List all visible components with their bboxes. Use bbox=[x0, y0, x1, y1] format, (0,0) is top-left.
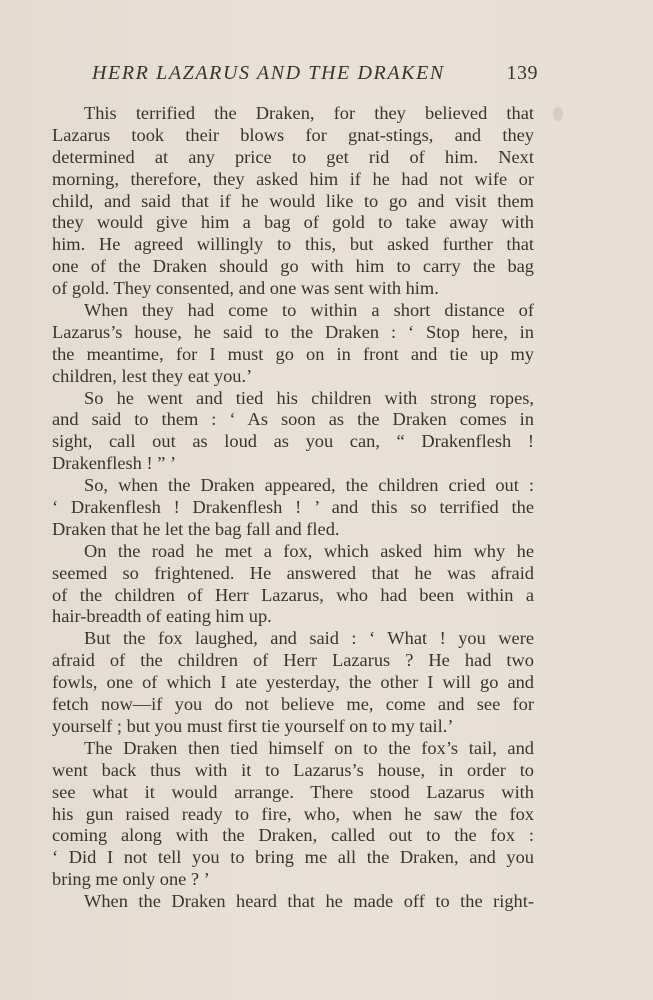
text-line: children, lest they eat you.’ bbox=[52, 365, 253, 386]
text-line: Lazarus’s house, he said to the Draken : ‘ Stop here, in bbox=[52, 321, 534, 342]
text-line: So he went and tied his children with strong ropes, bbox=[84, 387, 534, 408]
text-line: they would give him a bag of gold to take away with bbox=[52, 212, 534, 233]
text-line: Drakenflesh ! ” ’ bbox=[52, 453, 177, 474]
text-line: ‘ Drakenflesh ! Drakenflesh ! ’ and this so terrified the bbox=[52, 497, 534, 518]
text-line: and said to them : ‘ As soon as the Draken comes in bbox=[52, 409, 534, 430]
text-line: the meantime, for I must go on in front and tie up my bbox=[52, 343, 534, 364]
text-line: yourself ; but you must first tie yourself on to my tail.’ bbox=[52, 715, 454, 736]
text-line: child, and said that if he would like to go and visit them bbox=[52, 190, 534, 211]
text-line: The Draken then tied himself on to the fox’s tail, and bbox=[84, 737, 534, 758]
text-line: So, when the Draken appeared, the children cried out : bbox=[84, 475, 534, 496]
page-number: 139 bbox=[506, 62, 538, 84]
text-line: But the fox laughed, and said : ‘ What ! you were bbox=[84, 628, 534, 649]
text-line: When they had come to within a short distance of bbox=[84, 300, 534, 321]
text-line: coming along with the Draken, called out to the fox : bbox=[52, 825, 534, 846]
body-text bbox=[52, 103, 534, 913]
text-line: This terrified the Draken, for they believed that bbox=[84, 103, 534, 123]
text-line: Lazarus took their blows for gnat-stings, and they bbox=[52, 124, 534, 145]
text-line: afraid of the children of Herr Lazarus ? He had two bbox=[52, 650, 534, 671]
text-line: determined at any price to get rid of him. Next bbox=[52, 146, 534, 167]
text-line: hair-breadth of eating him up. bbox=[52, 606, 272, 627]
ink-smudge bbox=[553, 107, 563, 121]
text-line: fetch now—if you do not believe me, come and see for bbox=[52, 694, 534, 715]
text-line: his gun raised ready to fire, who, when he saw the fox bbox=[52, 803, 534, 824]
text-line: On the road he met a fox, which asked him why he bbox=[84, 540, 534, 561]
text-line: him. He agreed willingly to this, but asked further that bbox=[52, 234, 534, 255]
text-line: Draken that he let the bag fall and fled. bbox=[52, 518, 340, 539]
text-line: ‘ Did I not tell you to bring me all the Draken, and you bbox=[52, 847, 534, 868]
text-line: When the Draken heard that he made off to the right- bbox=[84, 891, 534, 912]
text-line: fowls, one of which I ate yesterday, the other I will go and bbox=[52, 672, 534, 693]
text-line: went back thus with it to Lazarus’s house, in order to bbox=[52, 759, 534, 780]
text-line: sight, call out as loud as you can, “ Drakenflesh ! bbox=[52, 431, 534, 452]
text-line: bring me only one ? ’ bbox=[52, 869, 210, 890]
text-line: morning, therefore, they asked him if he had not wife or bbox=[52, 168, 534, 189]
running-title: HERR LAZARUS AND THE DRAKEN bbox=[92, 62, 445, 84]
text-line: one of the Draken should go with him to carry the bag bbox=[52, 256, 534, 277]
text-line: seemed so frightened. He answered that he was afraid bbox=[52, 562, 534, 583]
text-line: of the children of Herr Lazarus, who had been within a bbox=[52, 584, 534, 605]
running-head bbox=[92, 62, 538, 90]
text-line: see what it would arrange. There stood Lazarus with bbox=[52, 781, 534, 802]
text-line: of gold. They consented, and one was sent with him. bbox=[52, 278, 439, 299]
